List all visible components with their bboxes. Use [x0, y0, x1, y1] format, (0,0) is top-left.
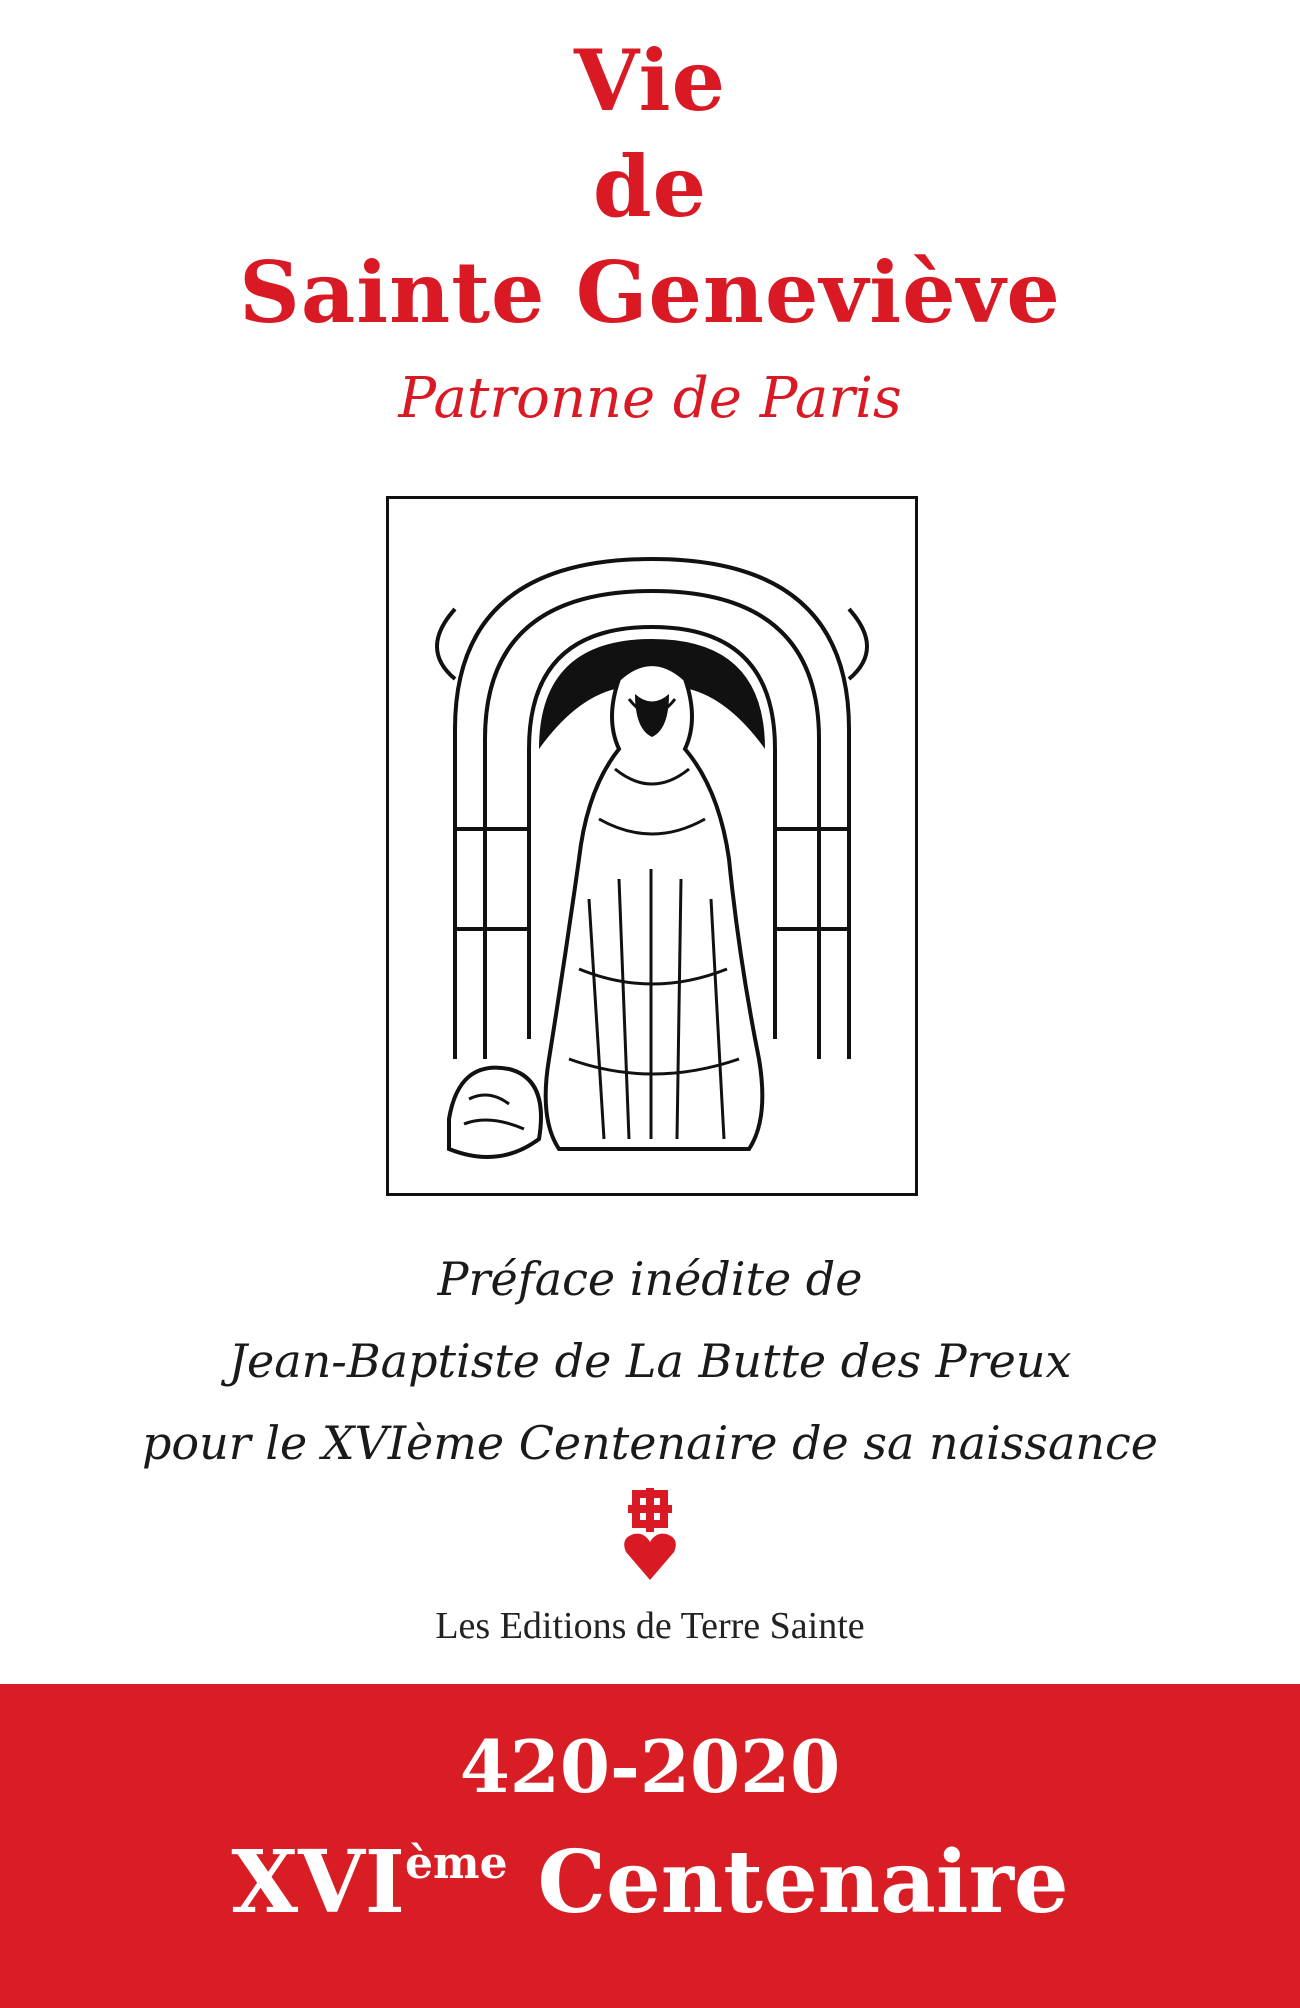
- preface-line-2: Jean-Baptiste de La Butte des Preux: [228, 1334, 1072, 1388]
- jerusalem-cross-heart-icon: [622, 1486, 678, 1582]
- title-line-2: de: [592, 137, 708, 236]
- statue-illustration: [386, 496, 918, 1196]
- anniversary-banner: [0, 1684, 1300, 2008]
- publisher-name: Les Editions de Terre Sainte: [435, 1605, 865, 1647]
- book-subtitle: Patronne de Paris: [398, 366, 902, 431]
- banner-sup: ème: [405, 1838, 508, 1889]
- preface-line-3: pour le XVIème Centenaire de sa naissance: [141, 1416, 1159, 1470]
- banner-years: 420-2020: [459, 1724, 841, 1809]
- title-line-1: Vie: [573, 31, 727, 130]
- preface-text: [0, 1238, 1300, 1484]
- preface-line-1: Préface inédite de: [437, 1252, 863, 1306]
- banner-centenaire: [0, 1832, 1300, 1933]
- book-title: [0, 28, 1300, 346]
- statue-engraving: [389, 499, 915, 1193]
- title-line-3: Sainte Geneviève: [239, 243, 1061, 342]
- banner-word: Centenaire: [537, 1832, 1069, 1933]
- banner-roman: XVI: [231, 1832, 406, 1933]
